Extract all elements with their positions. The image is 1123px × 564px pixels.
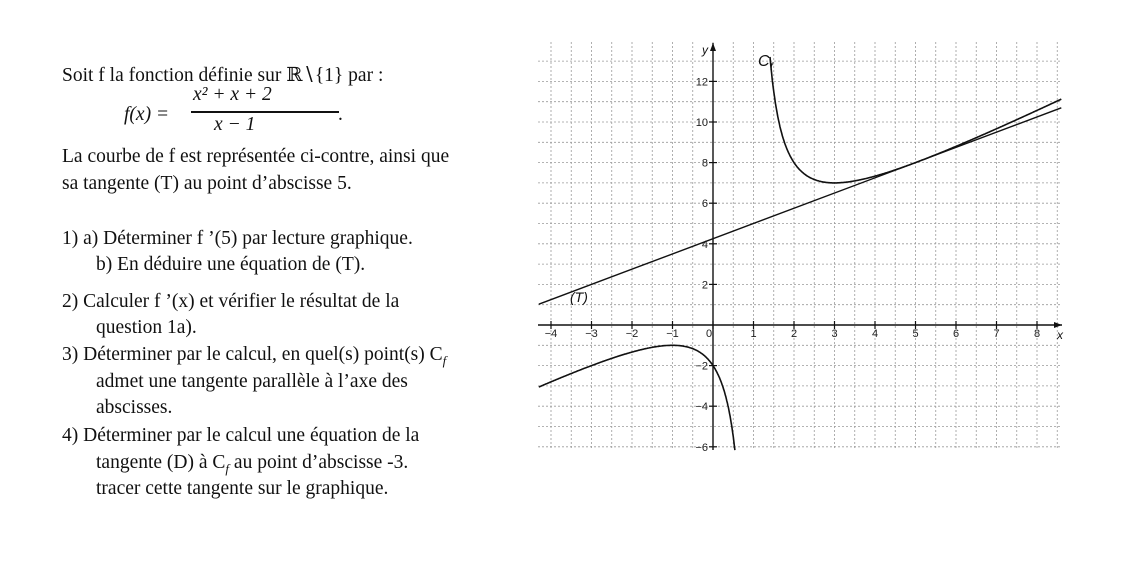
question-1b: b) En déduire une équation de (T). bbox=[96, 254, 366, 275]
question-2-line1: 2) Calculer f ’(x) et vérifier le résultat de la bbox=[62, 291, 400, 312]
x-tick-label: 2 bbox=[790, 328, 798, 340]
fraction-bar bbox=[191, 111, 339, 113]
curve-text-line1: La courbe de f est représentée ci-contre, ainsi que bbox=[62, 146, 450, 167]
question-3-line2: admet une tangente parallèle à l’axe des bbox=[96, 371, 408, 392]
curve-label: C bbox=[758, 53, 770, 70]
graph-labels bbox=[570, 43, 1064, 342]
tangent-label: (T) bbox=[570, 289, 588, 305]
y-axis-label: y bbox=[702, 43, 708, 57]
x-tick-label: −3 bbox=[585, 328, 598, 340]
y-axis-arrow bbox=[710, 43, 716, 51]
x-tick-label: 4 bbox=[871, 328, 879, 340]
question-3-sub: f bbox=[442, 352, 447, 368]
x-tick-label: 5 bbox=[912, 328, 919, 340]
y-tick-label: 4 bbox=[701, 238, 708, 251]
question-3-line1 bbox=[62, 343, 446, 373]
question-4-line1: 4) Déterminer par le calcul une équation de la bbox=[62, 425, 420, 446]
y-tick-label: −6 bbox=[695, 441, 708, 452]
question-4-line3: tracer cette tangente sur le graphique. bbox=[96, 478, 389, 499]
question-1a: 1) a) Déterminer f ’(5) par lecture graphique. bbox=[62, 228, 413, 249]
x-tick-label: 1 bbox=[750, 328, 757, 340]
grid bbox=[538, 42, 1062, 450]
x-tick-label: 8 bbox=[1033, 328, 1041, 340]
question-4-line2-end: au point d’abscisse -3. bbox=[229, 452, 409, 473]
curve-text-line2: sa tangente (T) au point d’abscisse 5. bbox=[62, 173, 352, 194]
tangent-line bbox=[539, 108, 1061, 304]
function-numerator: x² + x + 2 bbox=[193, 84, 272, 105]
function-denominator: x − 1 bbox=[214, 114, 256, 135]
x-tick-label: 3 bbox=[831, 328, 838, 340]
x-tick-label: 7 bbox=[993, 328, 1000, 340]
y-tick-label: 2 bbox=[701, 279, 708, 292]
y-tick-label: 12 bbox=[695, 76, 708, 89]
function-end: . bbox=[338, 104, 343, 125]
intro-text: Soit f la fonction définie sur ℝ∖{1} par : bbox=[62, 65, 384, 86]
y-tick-label: −4 bbox=[695, 401, 708, 414]
question-3-line3: abscisses. bbox=[96, 397, 173, 418]
x-tick-label: −1 bbox=[666, 328, 679, 340]
x-tick-label: 0 bbox=[705, 328, 713, 340]
question-2-line2: question 1a). bbox=[96, 317, 197, 338]
question-4-sub: f bbox=[225, 460, 230, 476]
y-tick-label: 8 bbox=[701, 157, 708, 170]
function-graph bbox=[536, 40, 1066, 452]
y-tick-label: 10 bbox=[695, 117, 708, 129]
x-tick-label: −2 bbox=[625, 328, 639, 340]
y-tick-label: 6 bbox=[701, 198, 708, 211]
question-4-line2-text: tangente (D) à C bbox=[96, 452, 226, 473]
function-lhs: f(x) = bbox=[124, 104, 170, 125]
x-tick-label: 6 bbox=[952, 328, 960, 340]
x-axis-label: x bbox=[1057, 328, 1063, 342]
series bbox=[539, 57, 1062, 450]
curve-label-sub: f bbox=[770, 62, 773, 73]
axes bbox=[538, 43, 1062, 450]
y-tick-label: −2 bbox=[695, 360, 708, 373]
x-tick-label: −4 bbox=[544, 328, 558, 340]
question-3-line1-text: 3) Déterminer par le calcul, en quel(s) point(s) C bbox=[62, 344, 443, 365]
